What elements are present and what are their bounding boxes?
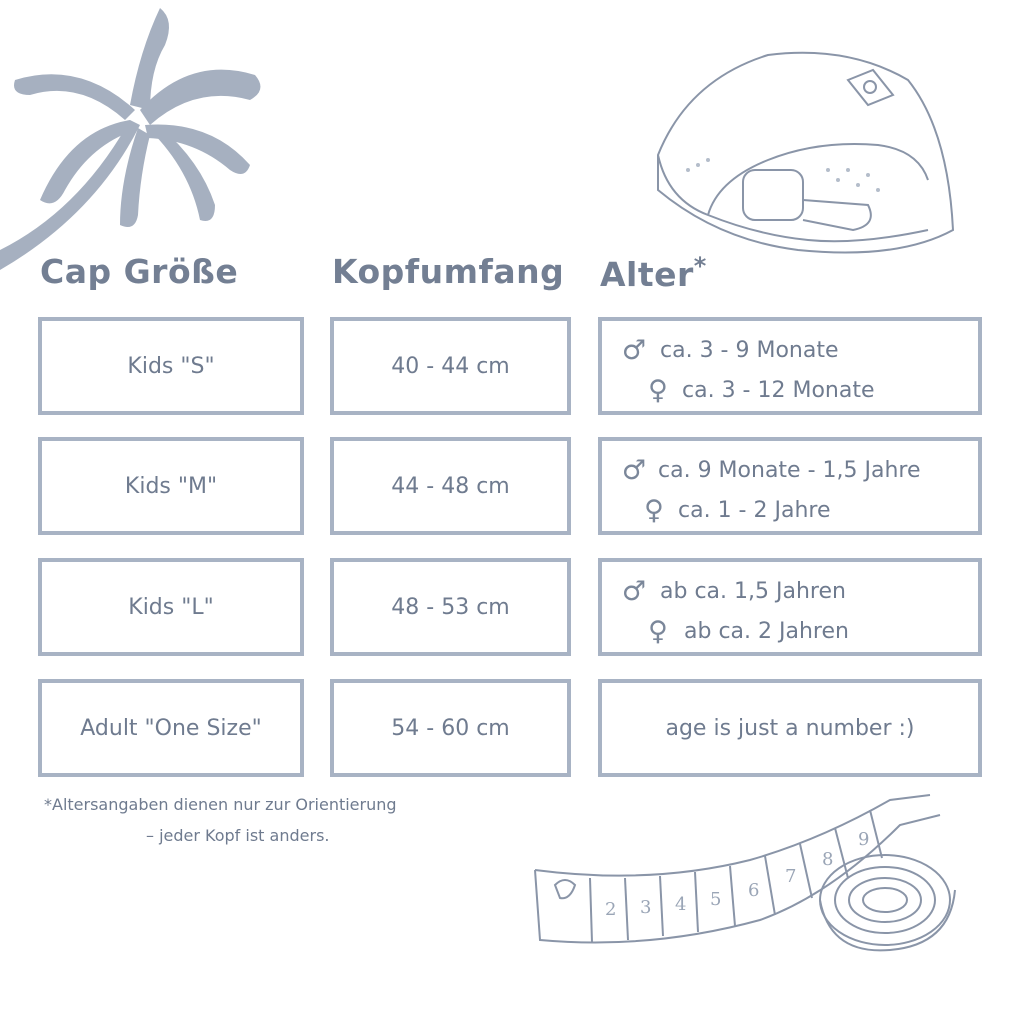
age-cell	[598, 558, 982, 656]
female-age: ab ca. 2 Jahren	[684, 618, 849, 644]
header-age	[600, 252, 707, 294]
svg-text:8: 8	[822, 849, 834, 870]
male-icon: ♂	[621, 575, 647, 607]
header-head-circumference: Kopfumfang	[332, 252, 565, 291]
age-cell	[598, 679, 982, 777]
svg-text:4: 4	[675, 894, 687, 915]
header-age-label: Alter	[600, 255, 694, 294]
svg-text:7: 7	[785, 866, 797, 887]
female-icon: ♀	[644, 494, 664, 526]
male-age: ca. 9 Monate - 1,5 Jahre	[658, 457, 921, 483]
svg-text:5: 5	[710, 889, 722, 910]
male-age: ab ca. 1,5 Jahren	[660, 578, 846, 604]
header-cap-size: Cap Größe	[40, 252, 239, 291]
circumference-cell	[330, 679, 571, 777]
age-text: age is just a number :)	[665, 715, 915, 741]
circumference-value: 54 - 60 cm	[391, 715, 510, 741]
size-cell	[38, 437, 304, 535]
size-label: Adult "One Size"	[80, 715, 262, 741]
palm-tree-icon	[0, 0, 280, 280]
female-age: ca. 3 - 12 Monate	[682, 377, 875, 403]
circumference-value: 48 - 53 cm	[391, 594, 510, 620]
circumference-cell	[330, 558, 571, 656]
male-icon: ♂	[621, 454, 647, 486]
male-icon: ♂	[621, 334, 647, 366]
svg-text:9: 9	[858, 829, 870, 850]
size-cell	[38, 679, 304, 777]
size-cell	[38, 317, 304, 415]
female-icon: ♀	[648, 374, 668, 406]
age-cell	[598, 437, 982, 535]
size-label: Kids "M"	[124, 473, 218, 499]
male-age: ca. 3 - 9 Monate	[660, 337, 839, 363]
age-cell	[598, 317, 982, 415]
circumference-value: 44 - 48 cm	[391, 473, 510, 499]
measuring-tape-illustration	[530, 790, 960, 970]
circumference-value: 40 - 44 cm	[391, 353, 510, 379]
cap-illustration	[648, 40, 958, 270]
size-label: Kids "S"	[127, 353, 215, 379]
circumference-cell	[330, 317, 571, 415]
footnote-line-1: *Altersangaben dienen nur zur Orientierung	[44, 795, 397, 814]
female-icon: ♀	[648, 615, 668, 647]
svg-text:2: 2	[605, 899, 617, 920]
female-age: ca. 1 - 2 Jahre	[678, 497, 831, 523]
svg-text:6: 6	[748, 880, 760, 901]
size-label: Kids "L"	[128, 594, 214, 620]
circumference-cell	[330, 437, 571, 535]
footnote-line-2: – jeder Kopf ist anders.	[146, 826, 330, 845]
svg-text:3: 3	[640, 897, 652, 918]
size-cell	[38, 558, 304, 656]
header-age-asterisk: *	[693, 252, 707, 280]
